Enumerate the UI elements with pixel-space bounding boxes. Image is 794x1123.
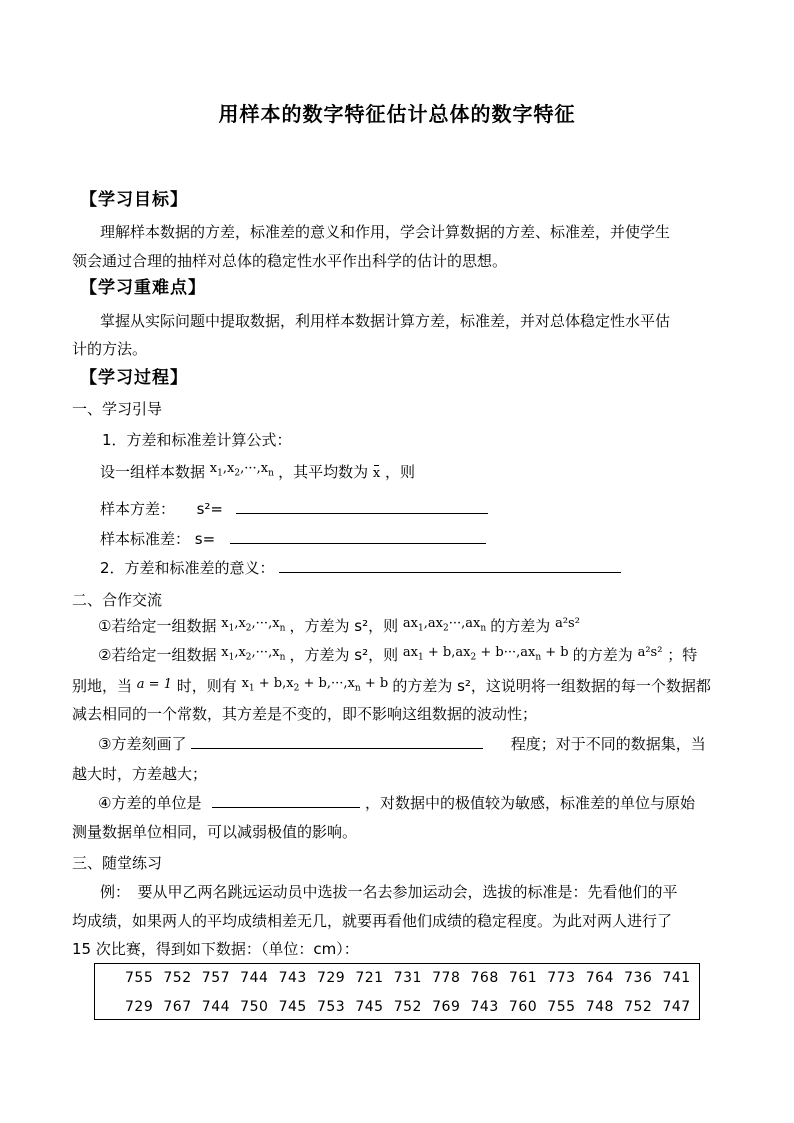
table-cell: 721: [355, 970, 384, 986]
p2-c: 的方差为: [572, 646, 633, 664]
sample-seq-formula: $x_1,x_2,\cdot\cdot\cdot,x_n$: [209, 461, 274, 479]
table-cell: 741: [662, 970, 691, 986]
p2-axb-formula: $ax_1 + b,ax_2 + b\cdot\cdot\cdot,ax_n + b$: [402, 645, 569, 663]
p2-seq-formula: $x_1,x_2,\cdot\cdot\cdot,x_n$: [221, 645, 286, 663]
part2-p2-line3: 减去相同的一个常数，其方差是不变的，即不影响这组数据的波动性；: [72, 705, 538, 723]
objectives-line1: 理解样本数据的方差，标准差的意义和作用，学会计算数据的方差、标准差，并使学生: [100, 223, 671, 241]
table-cell: 753: [316, 999, 346, 1015]
table-cell: 743: [470, 999, 499, 1015]
p1-ax-formula: $ax_1,ax_2\cdot\cdot\cdot,ax_n$: [402, 616, 487, 634]
table-cell: 744: [240, 970, 269, 986]
p2-result: a²s²: [637, 645, 663, 660]
objectives-heading: 【学习目标】: [80, 190, 188, 210]
key-points-line1: 掌握从实际问题中提取数据，利用样本数据计算方差，标准差，并对总体稳定性水平估: [100, 312, 671, 330]
example-line1: 例： 要从甲乙两名跳远运动员中选拔一名去参加运动会，选拔的标准是：先看他们的平: [100, 883, 678, 901]
table-cell: 778: [432, 970, 461, 986]
p2-b: ，方差为 s²，则: [289, 646, 399, 664]
part2-p4: [98, 793, 695, 813]
sample-intro-c: ，则: [384, 463, 415, 481]
table-cell: 736: [624, 970, 653, 986]
p1-c: 的方差为: [490, 617, 551, 635]
p2-line2-a: 别地，当: [72, 677, 133, 695]
key-points-heading: 【学习重难点】: [80, 278, 206, 298]
part1-heading: 一、学习引导: [72, 400, 163, 418]
p1-a: ①若给定一组数据: [98, 617, 217, 635]
table-cell: 743: [278, 970, 307, 986]
part1-item2-line: [100, 558, 621, 578]
part2-heading: 二、合作交流: [72, 591, 163, 609]
p2-d: ；特: [667, 646, 698, 664]
table-cell: 744: [201, 999, 231, 1015]
table-cell: 731: [393, 970, 422, 986]
table-row: [125, 999, 701, 1019]
p3-a: ③方差刻画了: [98, 735, 187, 753]
key-points-line2: 计的方法。: [72, 340, 148, 358]
table-cell: 755: [125, 970, 154, 986]
sample-intro-line: [100, 462, 415, 489]
table-cell: 757: [201, 970, 231, 986]
page-title: 用样本的数字特征估计总体的数字特征: [218, 102, 576, 126]
table-cell: 761: [508, 970, 538, 986]
a-eq-1: a = 1: [136, 677, 172, 692]
sample-intro-b: ，其平均数为: [278, 463, 369, 481]
table-cell: 747: [662, 999, 691, 1015]
table-cell: 768: [470, 970, 499, 986]
table-cell: 729: [316, 970, 346, 986]
p2-xb-formula: $x_1 + b,x_2 + b,\cdot\cdot\cdot,x_n + b$: [241, 676, 389, 694]
part2-p1: [98, 616, 580, 643]
table-cell: 755: [547, 999, 576, 1015]
std-line: [100, 529, 486, 549]
example-line3: 15 次比赛，得到如下数据：（单位：cm）：: [72, 940, 359, 958]
part1-item1: 1．方差和标准差计算公式：: [102, 431, 292, 449]
std-label: 样本标准差：: [100, 530, 191, 548]
table-cell: 748: [585, 999, 614, 1015]
table-cell: 769: [432, 999, 461, 1015]
table-cell: 745: [355, 999, 384, 1015]
process-heading: 【学习过程】: [80, 368, 188, 388]
part1-item2: 2．方差和标准差的意义：: [100, 559, 275, 577]
table-cell: 729: [125, 999, 154, 1015]
sample-intro-a: 设一组样本数据: [100, 463, 206, 481]
p1-seq-formula: $x_1,x_2,\cdot\cdot\cdot,x_n$: [221, 616, 286, 634]
p4-b: ，对数据中的极值较为敏感，标准差的单位与原始: [365, 794, 696, 812]
meaning-blank[interactable]: [279, 558, 621, 573]
example-line2: 均成绩，如果两人的平均成绩相差无几，就要再看他们成绩的稳定程度。为此对两人进行了: [72, 912, 673, 930]
data-table: [94, 963, 700, 1020]
table-cell: 752: [163, 970, 192, 986]
p2-line2-b: 时，则有: [176, 677, 237, 695]
variance-line: [100, 499, 488, 519]
part3-heading: 三、随堂练习: [72, 854, 163, 872]
table-cell: 773: [547, 970, 576, 986]
part2-p2: [98, 645, 697, 672]
table-cell: 745: [278, 999, 307, 1015]
p1-b: ，方差为 s²，则: [289, 617, 399, 635]
part2-p2-line2: [72, 676, 711, 703]
p1-result: a²s²: [555, 616, 580, 631]
objectives-line2: 领会通过合理的抽样对总体的稳定性水平作出科学的估计的思想。: [72, 252, 508, 270]
std-symbol: s=: [194, 530, 216, 548]
table-cell: 764: [585, 970, 614, 986]
table-cell: 750: [240, 999, 269, 1015]
table-cell: 752: [624, 999, 653, 1015]
p3-blank[interactable]: [191, 734, 483, 749]
part2-p3: [98, 734, 706, 754]
variance-label: 样本方差：: [100, 500, 176, 518]
p2-a: ②若给定一组数据: [98, 646, 217, 664]
part2-p4-line2: 测量数据单位相同，可以减弱极值的影响。: [72, 823, 358, 841]
table-cell: 767: [163, 999, 192, 1015]
p4-a: ④方差的单位是: [98, 794, 202, 812]
p3-b: 程度；对于不同的数据集，当: [510, 735, 706, 753]
table-row: [125, 970, 701, 990]
variance-symbol: s²=: [196, 500, 223, 518]
std-blank[interactable]: [230, 529, 486, 544]
mean-symbol: x: [373, 464, 380, 484]
p2-line2-c: 的方差为 s²，这说明将一组数据的每一个数据都: [392, 677, 711, 695]
table-cell: 760: [508, 999, 538, 1015]
part2-p3-line2: 越大时，方差越大；: [72, 765, 208, 783]
variance-blank[interactable]: [236, 499, 488, 514]
p4-blank[interactable]: [212, 793, 360, 808]
table-cell: 752: [393, 999, 422, 1015]
